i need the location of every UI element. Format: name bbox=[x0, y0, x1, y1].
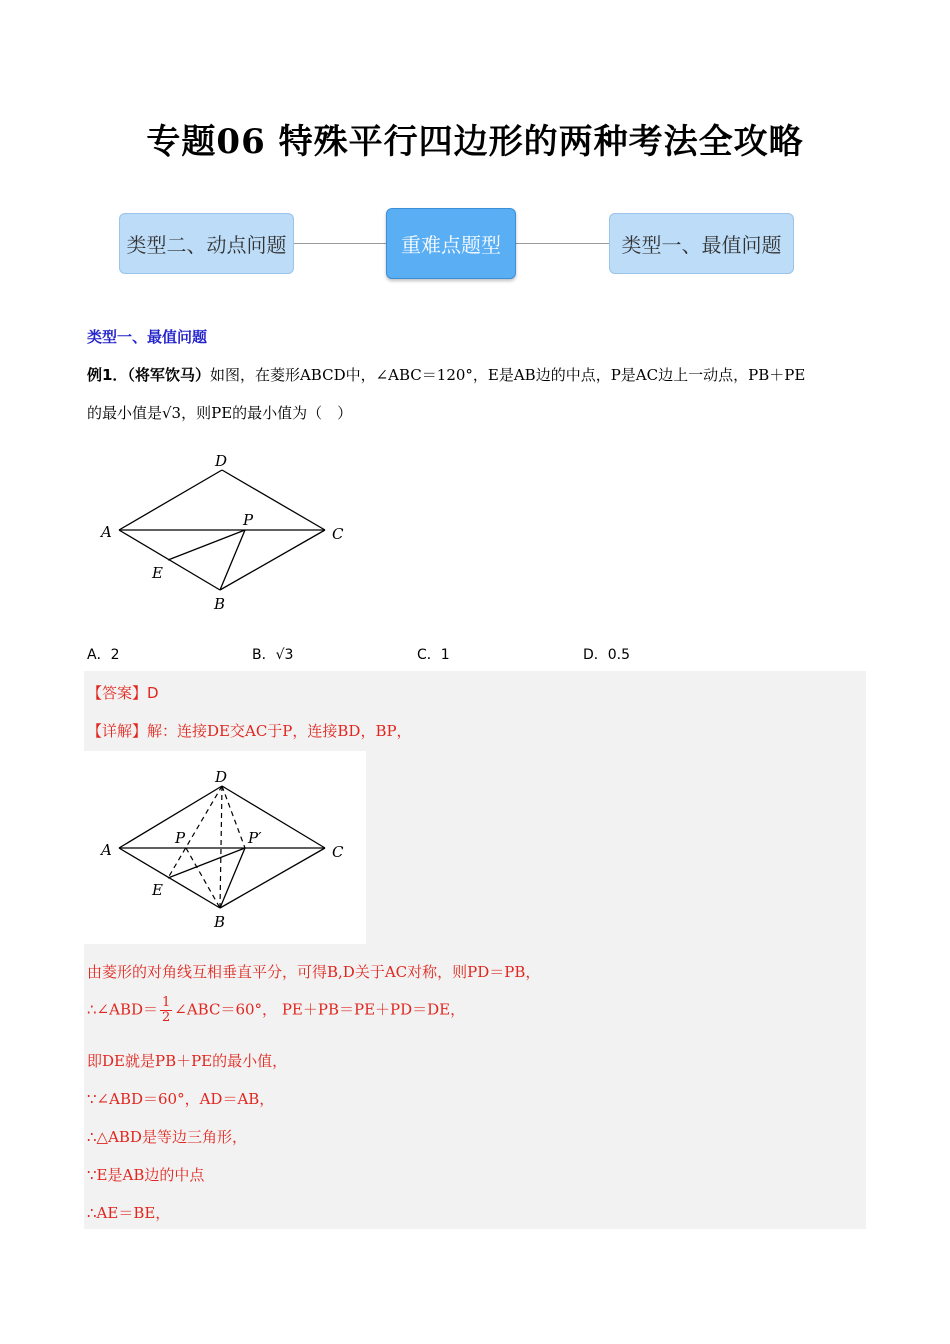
fraction-numerator: 1 bbox=[162, 995, 171, 1010]
answer-label: 【答案】 bbox=[87, 684, 148, 702]
mindmap-node-left: 类型二、动点问题 bbox=[119, 213, 294, 274]
edge-dc bbox=[222, 786, 325, 848]
choice-b: B．√3 bbox=[252, 647, 294, 663]
question-line-2: 的最小值是√3，则PE的最小值为（ ） bbox=[87, 404, 353, 422]
mindmap-connector-right bbox=[515, 243, 610, 244]
solution-line-2 bbox=[87, 996, 465, 1025]
label-e: E bbox=[152, 881, 163, 899]
question-label: 例1．（将军饮马） bbox=[87, 366, 210, 384]
figure-rhombus-2 bbox=[95, 758, 360, 938]
answer-value: D bbox=[147, 684, 159, 702]
answer-line bbox=[87, 682, 159, 703]
edge-ad bbox=[119, 786, 222, 848]
choice-c: C．1 bbox=[417, 647, 450, 663]
mindmap-node-right: 类型一、最值问题 bbox=[609, 213, 794, 274]
label-p: P bbox=[243, 511, 254, 529]
segment-p2b bbox=[220, 848, 245, 908]
solution-line-2-pre: ∴∠ABD＝ bbox=[87, 1000, 158, 1019]
dashed-dp2 bbox=[222, 786, 245, 848]
section-heading: 类型一、最值问题 bbox=[87, 328, 208, 346]
dashed-db bbox=[220, 786, 222, 908]
label-p: P bbox=[175, 829, 186, 847]
choice-d: D．0.5 bbox=[583, 647, 631, 663]
choice-a: A．2 bbox=[87, 647, 120, 663]
solution-line-4: ∵∠ABD＝60°，AD＝AB， bbox=[87, 1090, 275, 1108]
label-p-prime: P′ bbox=[248, 829, 262, 847]
fraction-denominator: 2 bbox=[162, 1010, 171, 1025]
label-a: A bbox=[101, 841, 112, 859]
label-d: D bbox=[215, 768, 228, 786]
segment-ep2 bbox=[168, 848, 245, 878]
solution-line-6: ∵E是AB边的中点 bbox=[87, 1166, 205, 1184]
solution-line-3: 即DE就是PB＋PE的最小值， bbox=[87, 1052, 288, 1070]
solution-line-7: ∴AE＝BE， bbox=[87, 1204, 171, 1222]
detail-line bbox=[87, 720, 412, 741]
edge-cb bbox=[220, 848, 325, 908]
label-b: B bbox=[214, 913, 226, 931]
detail-text: 解：连接DE交AC于P，连接BD，BP， bbox=[147, 722, 412, 740]
label-b: B bbox=[214, 595, 226, 613]
fraction-one-half bbox=[160, 996, 172, 1025]
solution-line-1: 由菱形的对角线互相垂直平分，可得B,D关于AC对称，则PD＝PB， bbox=[87, 963, 541, 981]
edge-dc bbox=[222, 470, 325, 530]
label-a: A bbox=[101, 523, 112, 541]
label-d: D bbox=[215, 452, 228, 470]
edge-ad bbox=[119, 470, 222, 530]
edge-cb bbox=[220, 530, 325, 590]
segment-pb bbox=[220, 530, 245, 590]
question-text-1: 如图，在菱形ABCD中，∠ABC＝120°，E是AB边的中点，P是AC边上一动点，PB＋PE bbox=[209, 366, 806, 384]
dashed-pb bbox=[186, 848, 220, 908]
question-line-1 bbox=[87, 364, 805, 385]
figure-rhombus-1 bbox=[95, 445, 365, 620]
detail-label: 【详解】 bbox=[87, 722, 148, 740]
segment-ep bbox=[168, 530, 245, 560]
label-c: C bbox=[332, 843, 344, 861]
mindmap-node-center: 重难点题型 bbox=[386, 208, 516, 279]
label-c: C bbox=[332, 525, 344, 543]
solution-line-2-post: ∠ABC＝60°， PE＋PB＝PE＋PD＝DE， bbox=[174, 1000, 466, 1019]
page-title: 专题06 特殊平行四边形的两种考法全攻略 bbox=[146, 122, 804, 162]
mindmap-connector-left bbox=[293, 243, 387, 244]
label-e: E bbox=[152, 564, 163, 582]
solution-line-5: ∴△ABD是等边三角形， bbox=[87, 1128, 247, 1146]
